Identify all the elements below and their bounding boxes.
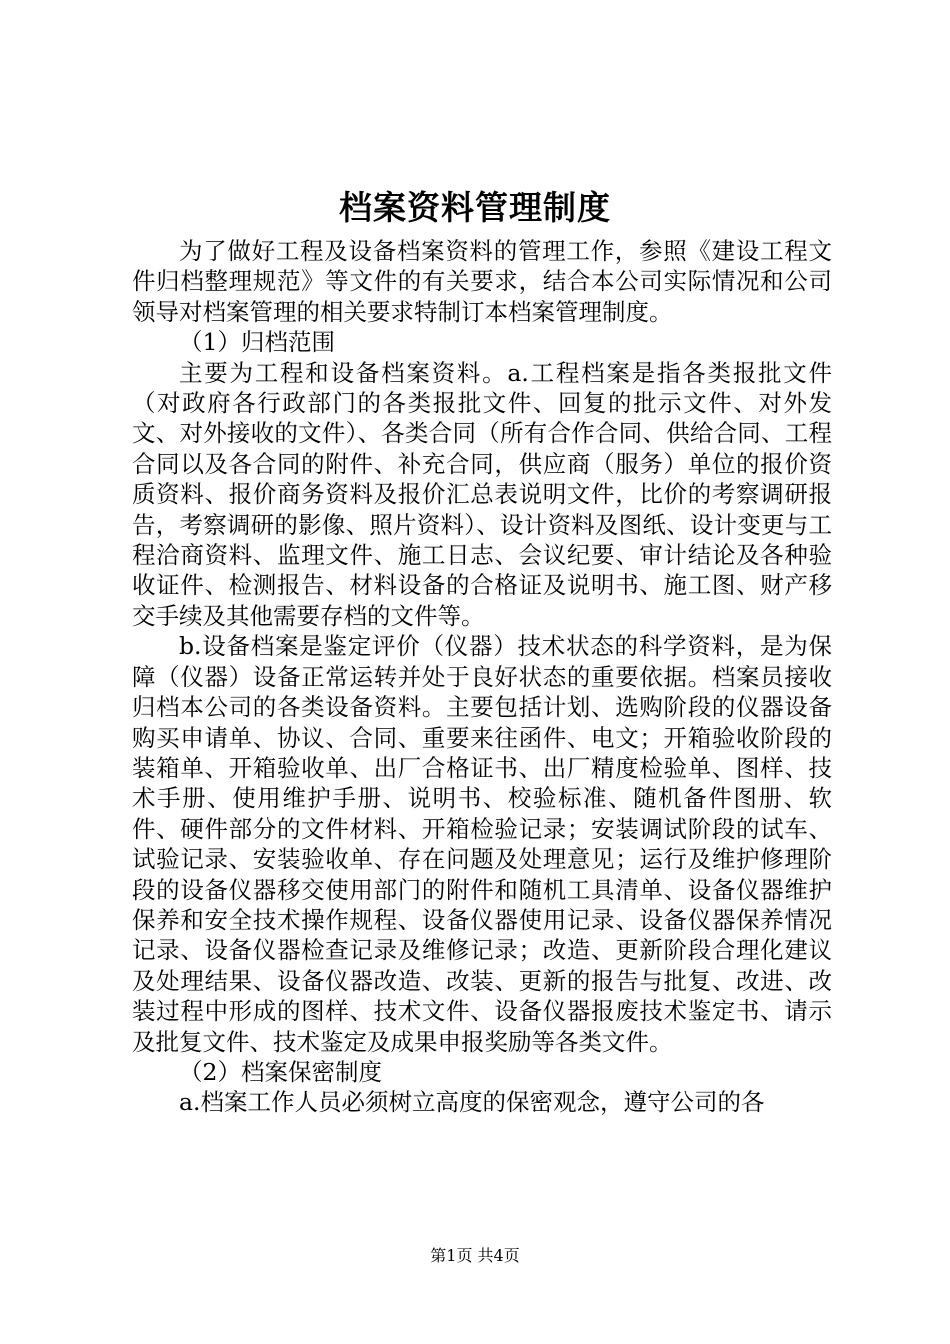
section-heading-archive-scope: （1）归档范围 <box>179 328 335 357</box>
document-body <box>132 236 832 1118</box>
paragraph-equipment-archives: b.设备档案是鉴定评价（仪器）技术状态的科学资料，是为保障（仪器）设备正常运转并处于良好状态的重要依据。档案员接收归档本公司的各类设备资料。主要包括计划、选购阶段的仪器设备购买申请单、协议、合同、重要来往函件、电文；开箱验收阶段的装箱单、开箱验收单、出厂合格证书、出厂精度检验单、图样、技术手册、使用维护手册、说明书、校验标准、随机备件图册、软件、硬件部分的文件材料、开箱检验记录；安装调试阶段的试车、试验记录、安装验收单、存在问题及处理意见；运行及维护修理阶段的设备仪器移交使用部门的附件和随机工具清单、设备仪器维护保养和安全技术操作规程、设备仪器使用记录、设备仪器保养情况记录、设备仪器检查记录及维修记录；改造、更新阶段合理化建议及处理结果、设备仪器改造、改装、更新的报告与批复、改进、改装过程中形成的图样、技术文件、设备仪器报废技术鉴定书、请示及批复文件、技术鉴定及成果申报奖励等各类文件。 <box>132 632 832 1056</box>
paragraph-intro: 为了做好工程及设备档案资料的管理工作，参照《建设工程文件归档整理规范》等文件的有关要求，结合本公司实际情况和公司领导对档案管理的相关要求特制订本档案管理制度。 <box>132 237 832 326</box>
paragraph-confidentiality-a: a.档案工作人员必须树立高度的保密观念，遵守公司的各 <box>179 1088 765 1117</box>
paragraph-engineering-archives: 主要为工程和设备档案资料。a.工程档案是指各类报批文件（对政府各行政部门的各类报批文件、回复的批示文件、对外发文、对外接收的文件）、各类合同（所有合作合同、供给合同、工程合同以及各合同的附件、补充合同，供应商（服务）单位的报价资质资料、报价商务资料及报价汇总表说明文件，比价的考察调研报告，考察调研的影像、照片资料）、设计资料及图纸、设计变更与工程洽商资料、监理文件、施工日志、会议纪要、审计结论及各种验收证件、检测报告、材料设备的合格证及说明书、施工图、财产移交手续及其他需要存档的文件等。 <box>132 358 832 630</box>
page-footer: 第1页 共4页 <box>430 1246 520 1265</box>
section-heading-confidentiality: （2）档案保密制度 <box>179 1057 382 1086</box>
document-title: 档案资料管理制度 <box>339 188 611 227</box>
